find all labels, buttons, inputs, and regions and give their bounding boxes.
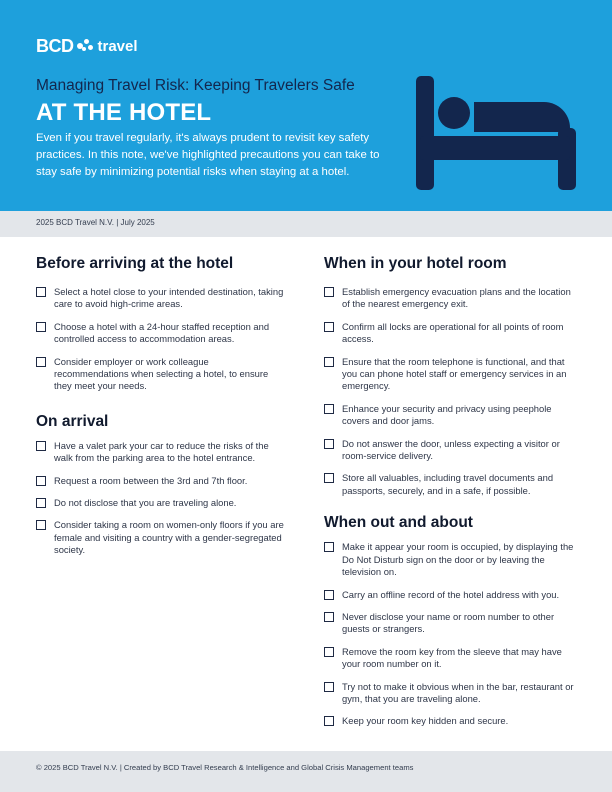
checklist-item-text: Never disclose your name or room number to other guests or strangers. [342,610,555,635]
checkbox[interactable] [324,682,334,692]
checkbox[interactable] [324,590,334,600]
checklist-item [36,321,284,346]
checkbox[interactable] [324,404,334,414]
checklist-item [324,356,576,393]
checkbox[interactable] [36,520,46,530]
checklist-item-text: Store all valuables, including travel documents and passports, securely, and in a safe, if possible. [342,472,554,496]
footer-credits: © 2025 BCD Travel N.V. | Created by BCD Travel Research & Intelligence and Global Crisis Management teams [36,763,414,772]
logo-letters: BCD [36,35,74,56]
checkbox[interactable] [324,439,334,449]
checklist-item-text: Select a hotel close to your intended destination, taking care to avoid high-crime areas. [54,286,284,310]
checkbox[interactable] [324,542,334,552]
checklist-item-text: Enhance your security and privacy using peephole covers and door jams. [342,402,552,427]
checkbox[interactable] [36,287,46,297]
checklist-item-text: Keep your room key hidden and secure. [342,715,509,727]
checklist-item-text: Carry an offline record of the hotel address with you. [342,588,560,600]
checklist-item [324,403,576,428]
checklist-item-text: Consider employer or work colleague recommendations when selecting a hotel, to ensure they meet your needs. [54,355,269,392]
checklist-item-text: Try not to make it obvious when in the bar, restaurant or gym, that you are traveling alone. [342,680,574,704]
checklist-item [324,438,576,463]
checkbox[interactable] [324,287,334,297]
checklist-item [36,475,284,487]
checkbox[interactable] [324,647,334,657]
checklist-item [36,440,284,465]
page-title: AT THE HOTEL [36,99,212,126]
checklist-item-text: Choose a hotel with a 24-hour staffed reception and controlled access to accommodation areas. [54,320,270,345]
section-title-hotel-room: When in your hotel room [324,255,507,272]
checklist-item [324,541,576,578]
section-title-out-and-about: When out and about [324,514,473,532]
checklist-item [324,611,576,636]
bcd-travel-logo [36,35,138,57]
page-intro: Even if you travel regularly, it's always prudent to revisit key safety practices. In this note, we've highlighted precautions you can take to stay safe by minimizing potential risks when staying at a hotel. [36,132,380,178]
checkbox[interactable] [324,612,334,622]
checkbox[interactable] [36,322,46,332]
checkbox[interactable] [324,716,334,726]
checkbox[interactable] [324,357,334,367]
page-subtitle: Managing Travel Risk: Keeping Travelers Safe [36,77,355,94]
checkbox[interactable] [36,476,46,486]
left-column [36,255,284,557]
checklist-hotel-room [324,286,576,497]
logo-word: travel [97,37,138,55]
right-column [324,255,576,728]
checklist-item [324,286,576,311]
checklist-item [324,321,576,346]
bed-icon [416,76,576,190]
checklist-item-text: Consider taking a room on women-only floors if you are female and visiting a country with a gender-segregated society. [54,519,284,556]
checklist-item-text: Do not disclose that you are traveling alone. [54,497,237,509]
checklist-item [324,589,576,601]
checkbox[interactable] [324,473,334,483]
publication-info: 2025 BCD Travel N.V. | July 2025 [36,218,155,227]
checklist-on-arrival [36,440,284,557]
checklist-item-text: Request a room between the 3rd and 7th floor. [54,474,248,486]
checklist-item-text: Have a valet park your car to reduce the risks of the walk from the parking area to the hotel entrance. [54,439,269,464]
checklist-item [324,715,576,727]
checkbox[interactable] [324,322,334,332]
checkbox[interactable] [36,441,46,451]
section-title-before-arriving: Before arriving at the hotel [36,255,234,272]
checkbox[interactable] [36,357,46,367]
logo-dots-icon [75,37,95,55]
checklist-item [324,646,576,671]
checklist-item-text: Make it appear your room is occupied, by displaying the Do Not Disturb sign on the door or by leaving the television on. [342,541,574,578]
section-title-on-arrival: On arrival [36,412,109,430]
checklist-item [36,497,284,509]
checklist-out-and-about [324,541,576,727]
checklist-before-arriving [36,286,284,393]
checklist-item [324,472,576,497]
checklist-item-text: Establish emergency evacuation plans and the location of the nearest emergency exit. [342,286,571,310]
checklist-item [36,356,284,393]
checklist-item-text: Ensure that the room telephone is functional, and that you can phone hotel staff or emergency services in an emergency. [342,355,567,392]
checklist-item-text: Confirm all locks are operational for all points of room access. [342,320,564,345]
checklist-item-text: Do not answer the door, unless expecting a visitor or room-service delivery. [342,437,560,462]
checklist-item [36,519,284,556]
checkbox[interactable] [36,498,46,508]
checklist-item [324,681,576,706]
checklist-item [36,286,284,311]
checklist-item-text: Remove the room key from the sleeve that may have your room number on it. [342,645,562,670]
